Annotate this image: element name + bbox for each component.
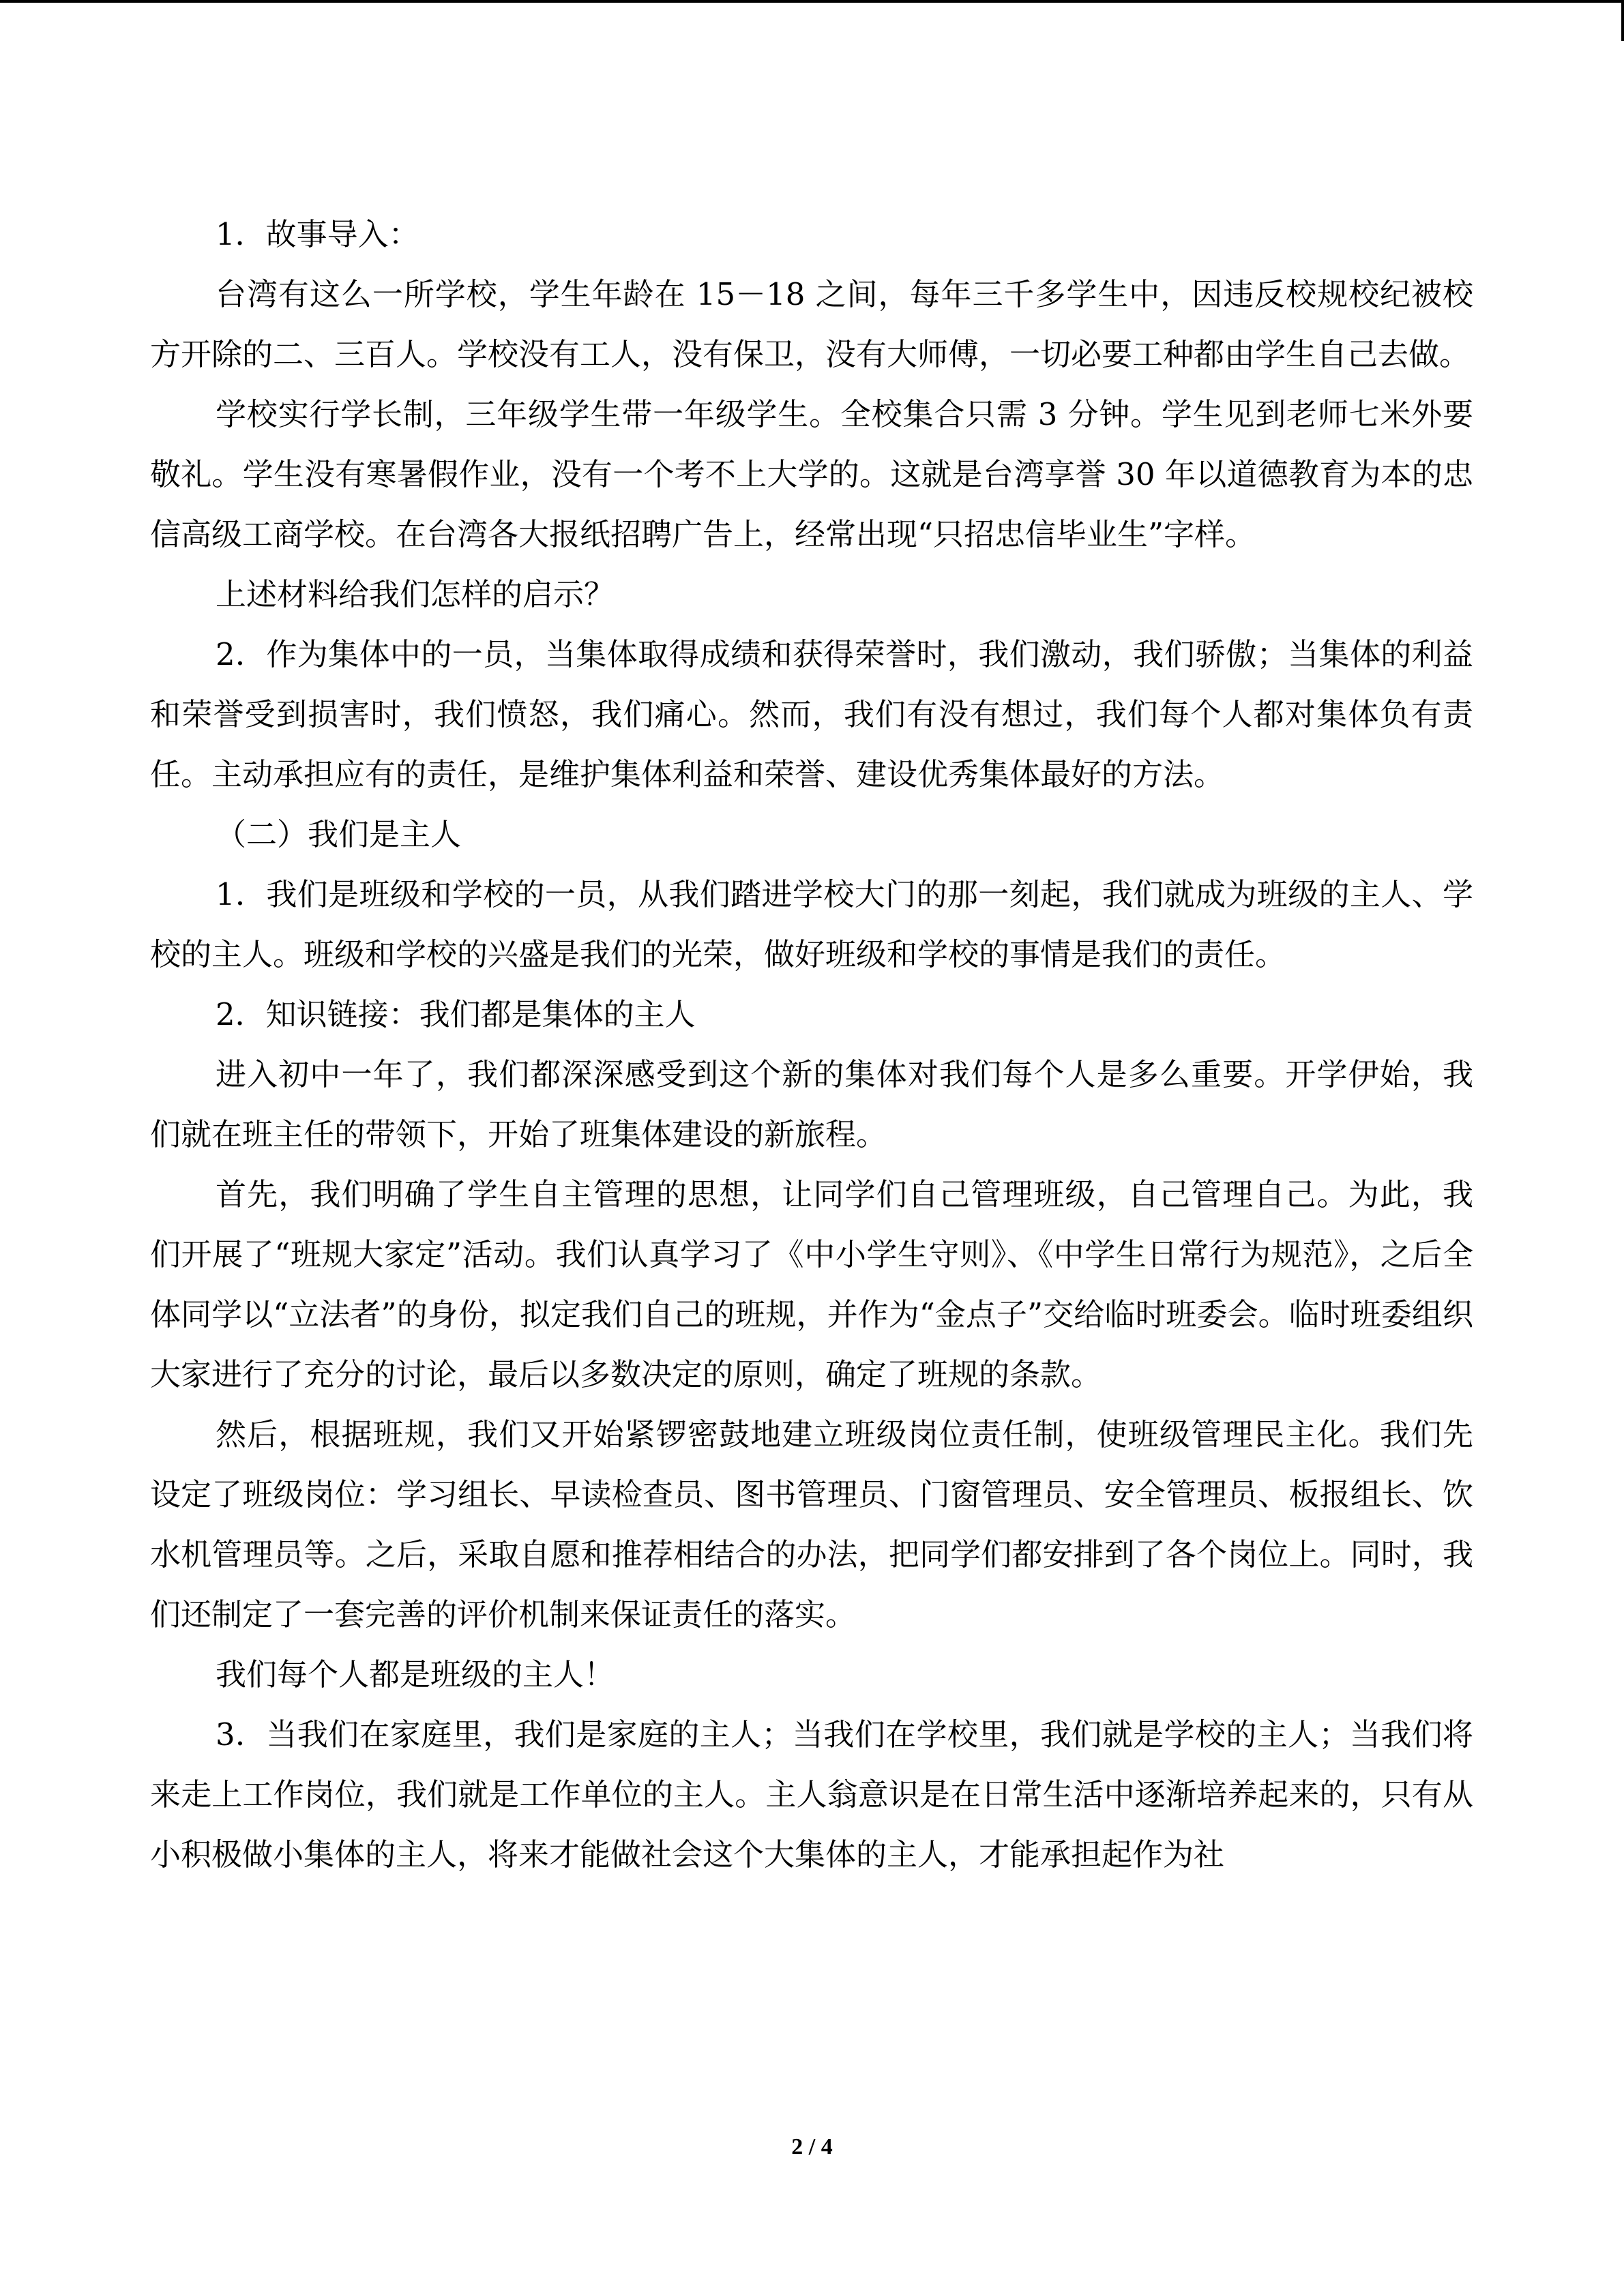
paragraph-everyone-master: 我们每个人都是班级的主人！ bbox=[216, 1656, 615, 1693]
document-body bbox=[150, 205, 1473, 1885]
top-border-line bbox=[0, 0, 1624, 3]
paragraph-senior-system: 学校实行学长制，三年级学生带一年级学生。全校集合只需 3 分钟。学生见到老师七米外要敬礼。学生没有寒暑假作业，没有一个考不上大学的。这就是台湾享誉 30 年以道德教育为本的忠信高级工商学校。在台湾各大报纸招聘广告上，经常出现“只招忠信毕业生”字样。 bbox=[150, 396, 1473, 552]
paragraph-new-collective: 进入初中一年了，我们都深深感受到这个新的集体对我们每个人是多么重要。开学伊始，我们就在班主任的带领下，开始了班集体建设的新旅程。 bbox=[150, 1056, 1473, 1152]
section-heading-we-are-masters: （二）我们是主人 bbox=[216, 816, 462, 852]
paragraph-master-awareness: 3．当我们在家庭里，我们是家庭的主人；当我们在学校里，我们就是学校的主人；当我们将来走上工作岗位，我们就是工作单位的主人。主人翁意识是在日常生活中逐渐培养起来的，只有从小积极做小集体的主人，将来才能做社会这个大集体的主人，才能承担起作为社 bbox=[150, 1716, 1473, 1873]
page-number: 2 / 4 bbox=[791, 2134, 833, 2160]
story-intro-heading: 1．故事导入： bbox=[216, 216, 419, 252]
paragraph-collective-member: 2．作为集体中的一员，当集体取得成绩和获得荣誉时，我们激动，我们骄傲；当集体的利益和荣誉受到损害时，我们愤怒，我们痛心。然而，我们有没有想过，我们每个人都对集体负有责任。主动承担应有的责任，是维护集体利益和荣誉、建设优秀集体最好的方法。 bbox=[150, 636, 1473, 792]
paragraph-class-posts: 然后，根据班规，我们又开始紧锣密鼓地建立班级岗位责任制，使班级管理民主化。我们先设定了班级岗位：学习组长、早读检查员、图书管理员、门窗管理员、安全管理员、板报组长、饮水机管理员等。之后，采取自愿和推荐相结合的办法，把同学们都安排到了各个岗位上。同时，我们还制定了一套完善的评价机制来保证责任的落实。 bbox=[150, 1416, 1473, 1632]
paragraph-class-member: 1．我们是班级和学校的一员，从我们踏进学校大门的那一刻起，我们就成为班级的主人、学校的主人。班级和学校的兴盛是我们的光荣，做好班级和学校的事情是我们的责任。 bbox=[150, 876, 1473, 972]
right-border-line bbox=[1621, 0, 1624, 41]
paragraph-question: 上述材料给我们怎样的启示？ bbox=[216, 576, 615, 612]
paragraph-class-rules: 首先，我们明确了学生自主管理的思想，让同学们自己管理班级，自己管理自己。为此，我们开展了“班规大家定”活动。我们认真学习了《中小学生守则》、《中学生日常行为规范》，之后全体同学以“立法者”的身份，拟定我们自己的班规，并作为“金点子”交给临时班委会。临时班委组织大家进行了充分的讨论，最后以多数决定的原则，确定了班规的条款。 bbox=[150, 1176, 1473, 1392]
paragraph-taiwan-school: 台湾有这么一所学校，学生年龄在 15－18 之间，每年三千多学生中，因违反校规校纪被校方开除的二、三百人。学校没有工人，没有保卫，没有大师傅，一切必要工种都由学生自己去做。 bbox=[150, 276, 1473, 372]
knowledge-link-heading: 2．知识链接：我们都是集体的主人 bbox=[216, 996, 696, 1032]
